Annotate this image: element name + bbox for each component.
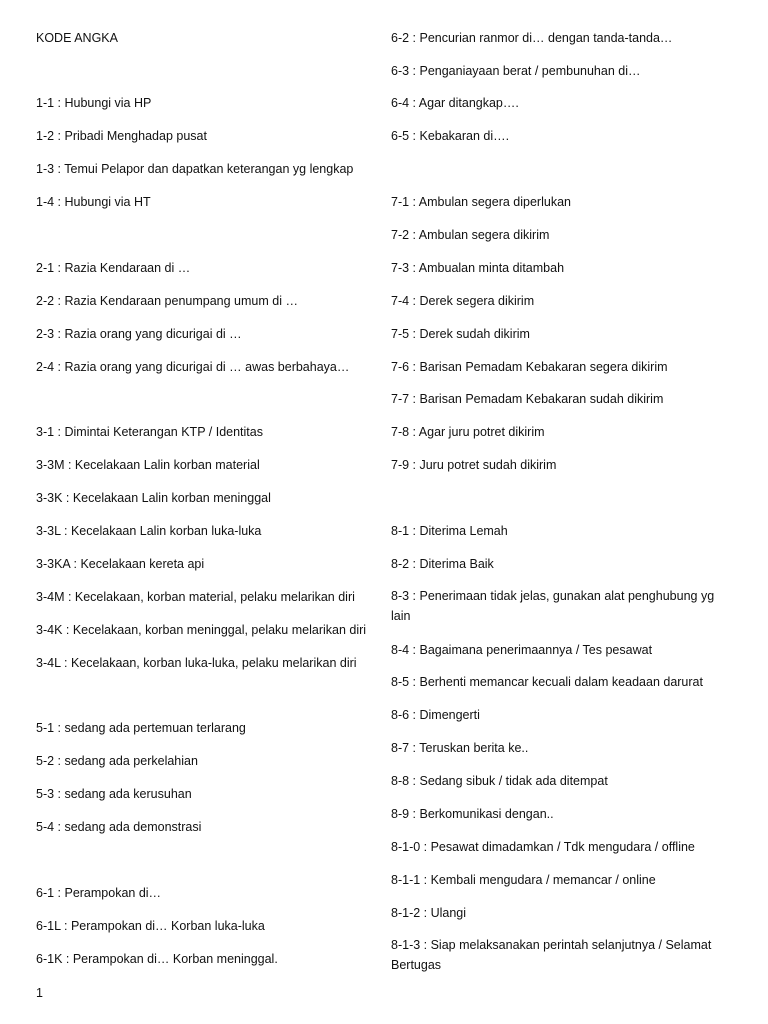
code-line: 6-2 : Pencurian ranmor di… dengan tanda-tanda… <box>391 31 673 45</box>
code-line: 5-2 : sedang ada perkelahian <box>36 754 198 768</box>
code-line: 3-1 : Dimintai Keterangan KTP / Identitas <box>36 425 263 439</box>
code-line: 8-8 : Sedang sibuk / tidak ada ditempat <box>391 774 608 788</box>
code-line: 5-3 : sedang ada kerusuhan <box>36 787 192 801</box>
code-line: 3-3KA : Kecelakaan kereta api <box>36 557 205 571</box>
code-line: 3-3K : Kecelakaan Lalin korban meninggal <box>36 491 271 505</box>
code-line: 6-1L : Perampokan di… Korban luka-luka <box>36 919 265 933</box>
code-line: 7-4 : Derek segera dikirim <box>391 294 535 308</box>
code-line: 8-1 : Diterima Lemah <box>391 524 508 538</box>
code-line: 8-1-0 : Pesawat dimadamkan / Tdk mengudara / offline <box>391 840 695 854</box>
code-line: 8-6 : Dimengerti <box>391 708 480 722</box>
code-line: 5-4 : sedang ada demonstrasi <box>36 820 202 834</box>
code-line: 3-3L : Kecelakaan Lalin korban luka-luka <box>36 524 262 538</box>
code-line: 1-3 : Temui Pelapor dan dapatkan keterangan yg lengkap <box>36 162 354 176</box>
page-number: 1 <box>36 986 43 1000</box>
code-line: 8-4 : Bagaimana penerimaannya / Tes pesawat <box>391 643 653 657</box>
code-line: 8-1-2 : Ulangi <box>391 906 467 920</box>
code-line: 7-5 : Derek sudah dikirim <box>391 327 530 341</box>
code-line: 8-2 : Diterima Baik <box>391 557 494 571</box>
code-line: 3-4L : Kecelakaan, korban luka-luka, pelaku melarikan diri <box>36 656 357 670</box>
code-line: 6-3 : Penganiayaan berat / pembunuhan di… <box>391 64 641 78</box>
document-title: KODE ANGKA <box>36 31 118 45</box>
code-line: 8-7 : Teruskan berita ke.. <box>391 741 529 755</box>
code-line: 6-4 : Agar ditangkap…. <box>391 96 519 110</box>
code-line: 7-1 : Ambulan segera diperlukan <box>391 195 571 209</box>
code-line: 2-3 : Razia orang yang dicurigai di … <box>36 327 242 341</box>
code-line: 2-2 : Razia Kendaraan penumpang umum di … <box>36 294 298 308</box>
code-line: 8-5 : Berhenti memancar kecuali dalam keadaan darurat <box>391 675 703 689</box>
code-line: 2-4 : Razia orang yang dicurigai di … awas berbahaya… <box>36 360 350 374</box>
code-line: 6-1K : Perampokan di… Korban meninggal. <box>36 952 278 966</box>
code-line: 3-3M : Kecelakaan Lalin korban material <box>36 458 260 472</box>
code-line: 7-2 : Ambulan segera dikirim <box>391 228 550 242</box>
code-line: 7-7 : Barisan Pemadam Kebakaran sudah dikirim <box>391 392 664 406</box>
code-line: 6-5 : Kebakaran di…. <box>391 129 510 143</box>
code-line: 7-3 : Ambualan minta ditambah <box>391 261 565 275</box>
code-line: 3-4K : Kecelakaan, korban meninggal, pelaku melarikan diri <box>36 623 367 637</box>
code-line: 5-1 : sedang ada pertemuan terlarang <box>36 721 246 735</box>
code-line: 7-6 : Barisan Pemadam Kebakaran segera dikirim <box>391 360 668 374</box>
code-line: 1-1 : Hubungi via HP <box>36 96 152 110</box>
code-line: 1-4 : Hubungi via HT <box>36 195 151 209</box>
code-line: 6-1 : Perampokan di… <box>36 886 162 900</box>
code-line: 8-9 : Berkomunikasi dengan.. <box>391 807 554 821</box>
code-line: 8-1-3 : Siap melaksanakan perintah selanjutnya / Selamat Bertugas <box>391 938 712 972</box>
code-line: 8-3 : Penerimaan tidak jelas, gunakan alat penghubung yg lain <box>391 589 715 623</box>
code-line: 3-4M : Kecelakaan, korban material, pelaku melarikan diri <box>36 590 355 604</box>
code-line: 2-1 : Razia Kendaraan di … <box>36 261 191 275</box>
code-line: 1-2 : Pribadi Menghadap pusat <box>36 129 207 143</box>
code-line: 8-1-1 : Kembali mengudara / memancar / online <box>391 873 656 887</box>
code-line: 7-9 : Juru potret sudah dikirim <box>391 458 557 472</box>
code-line: 7-8 : Agar juru potret dikirim <box>391 425 545 439</box>
